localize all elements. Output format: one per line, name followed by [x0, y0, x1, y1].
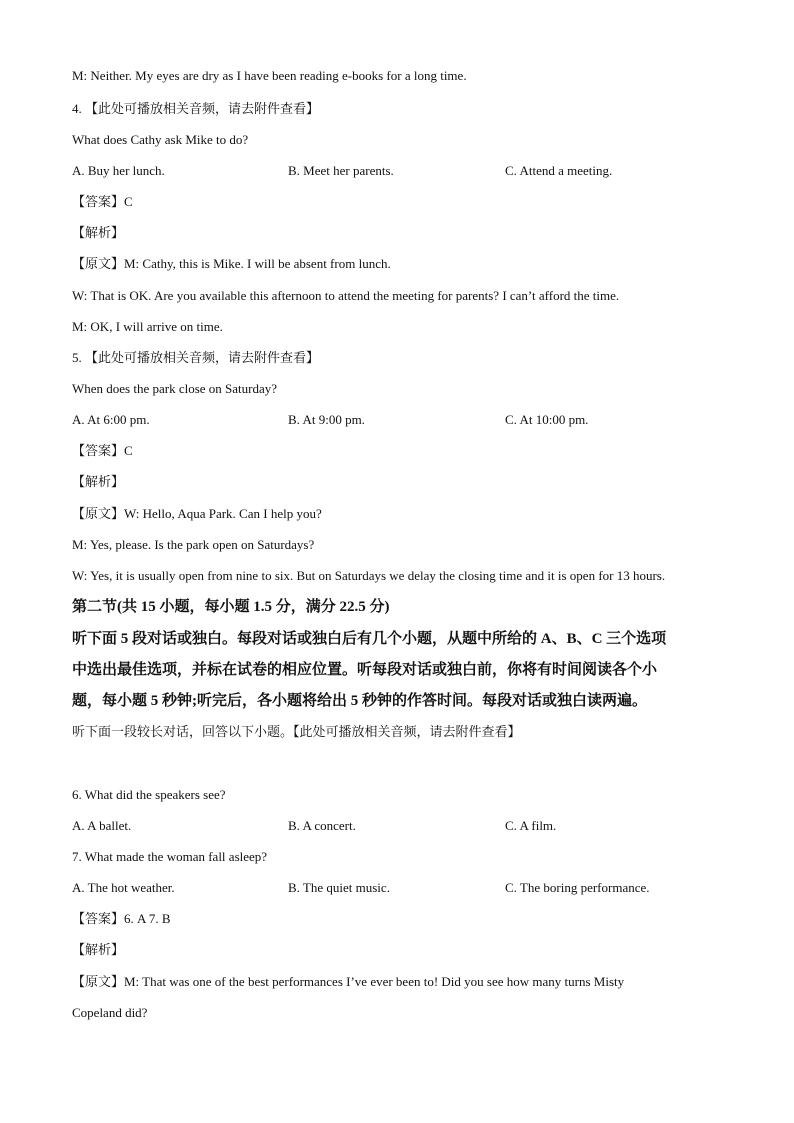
transcript-line: M: OK, I will arrive on time.: [72, 319, 223, 334]
section-2-instructions: 题，每小题 5 秒钟;听完后，各小题将给出 5 秒钟的作答时间。每段对话或独白读两遍。: [72, 693, 647, 709]
option-b: B. A concert.: [288, 818, 356, 833]
answer-label: 【答案】C: [72, 194, 133, 209]
analysis-label: 【解析】: [72, 225, 125, 240]
question-4-text: What does Cathy ask Mike to do?: [72, 132, 249, 147]
section-2-instructions: 中选出最佳选项，并标在试卷的相应位置。听每段对话或独白前，你将有时间阅读各个小: [72, 662, 658, 678]
section-2-title: 第二节(共 15 小题，每小题 1.5 分，满分 22.5 分): [72, 599, 390, 615]
option-b: B. At 9:00 pm.: [288, 412, 365, 427]
option-c: C. Attend a meeting.: [505, 163, 613, 178]
analysis-label: 【解析】: [72, 942, 125, 957]
transcript-line: 【原文】W: Hello, Aqua Park. Can I help you?: [72, 506, 322, 521]
answer-label: 【答案】C: [72, 443, 133, 458]
option-a: A. The hot weather.: [72, 880, 175, 895]
option-c: C. The boring performance.: [505, 880, 650, 895]
analysis-label: 【解析】: [72, 474, 125, 489]
option-b: B. Meet her parents.: [288, 163, 394, 178]
transcript-line: 【原文】M: Cathy, this is Mike. I will be absent from lunch.: [72, 256, 391, 271]
question-5-text: When does the park close on Saturday?: [72, 381, 278, 396]
answer-label: 【答案】6. A 7. B: [72, 911, 171, 926]
question-6-text: 6. What did the speakers see?: [72, 787, 226, 802]
option-a: A. A ballet.: [72, 818, 132, 833]
question-4-header: 4. 【此处可播放相关音频，请去附件查看】: [72, 101, 320, 116]
transcript-line: W: Yes, it is usually open from nine to six. But on Saturdays we delay the closing time and it is open for 13 hours.: [72, 568, 666, 583]
option-c: C. At 10:00 pm.: [505, 412, 589, 427]
transcript-line: W: That is OK. Are you available this afternoon to attend the meeting for parents? I can’t afford the time.: [72, 288, 620, 303]
transcript-line: M: Yes, please. Is the park open on Saturdays?: [72, 537, 315, 552]
listening-prompt: 听下面一段较长对话，回答以下小题。【此处可播放相关音频，请去附件查看】: [72, 724, 521, 739]
option-a: A. Buy her lunch.: [72, 163, 165, 178]
question-7-text: 7. What made the woman fall asleep?: [72, 849, 268, 864]
section-2-instructions: 听下面 5 段对话或独白。每段对话或独白后有几个小题，从题中所给的 A、B、C 三个选项: [72, 631, 667, 647]
transcript-line: 【原文】M: That was one of the best performances I’ve ever been to! Did you see how many turns Misty: [72, 974, 625, 989]
option-c: C. A film.: [505, 818, 557, 833]
transcript-line: Copeland did?: [72, 1005, 148, 1020]
transcript-line: M: Neither. My eyes are dry as I have been reading e-books for a long time.: [72, 68, 467, 83]
option-a: A. At 6:00 pm.: [72, 412, 150, 427]
question-5-header: 5. 【此处可播放相关音频，请去附件查看】: [72, 350, 320, 365]
option-b: B. The quiet music.: [288, 880, 390, 895]
